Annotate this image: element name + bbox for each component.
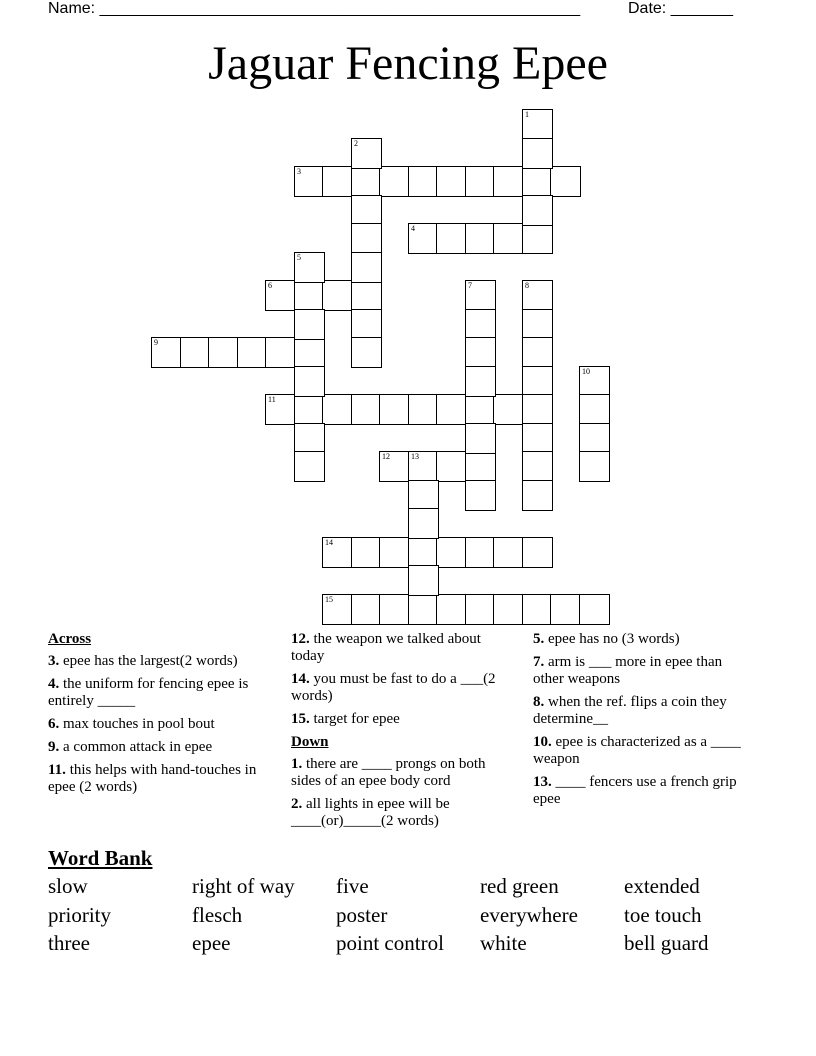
clue-text: when the ref. flips a coin they determine__ (533, 694, 727, 727)
crossword-cell[interactable] (465, 480, 496, 511)
clue-text: arm is ___ more in epee than other weapons (533, 654, 723, 687)
clue-number: 2. (291, 796, 303, 812)
clue-number: 7. (533, 654, 545, 670)
crossword-cell[interactable] (465, 309, 496, 340)
crossword-cell[interactable] (180, 337, 211, 368)
crossword-cell[interactable] (265, 337, 296, 368)
crossword-cell[interactable] (522, 280, 553, 311)
crossword-cell[interactable] (465, 423, 496, 454)
crossword-cell[interactable] (351, 394, 382, 425)
crossword-cell[interactable] (294, 337, 325, 368)
clue-number-label: 12 (382, 452, 390, 461)
crossword-cell[interactable] (493, 537, 524, 568)
clue-across-15 (291, 711, 509, 728)
clue-text: the uniform for fencing epee is entirely _____ (48, 676, 249, 709)
crossword-cell[interactable] (522, 366, 553, 397)
clue-across-6 (48, 716, 276, 733)
crossword-cell[interactable] (408, 166, 439, 197)
across-heading: Across (48, 631, 92, 647)
crossword-cell[interactable] (522, 195, 553, 226)
crossword-cell[interactable] (322, 166, 353, 197)
crossword-cell[interactable] (436, 394, 467, 425)
clue-number-label: 3 (297, 167, 301, 176)
clue-number: 3. (48, 653, 60, 669)
clue-text: ____ fencers use a french grip epee (533, 774, 737, 807)
crossword-cell[interactable] (522, 166, 553, 197)
crossword-cell[interactable] (294, 451, 325, 482)
crossword-cell[interactable] (151, 337, 182, 368)
crossword-cell[interactable] (579, 423, 610, 454)
clue-down-8 (533, 694, 748, 728)
crossword-cell[interactable] (294, 166, 325, 197)
clue-across-11 (48, 762, 276, 796)
clue-number: 6. (48, 716, 60, 732)
clue-down-2 (291, 796, 509, 830)
crossword-cell[interactable] (522, 394, 553, 425)
clue-text: epee has the largest(2 words) (63, 653, 238, 669)
clue-number-label: 9 (154, 338, 158, 347)
crossword-cell[interactable] (465, 394, 496, 425)
crossword-cell[interactable] (408, 223, 439, 254)
crossword-cell[interactable] (493, 394, 524, 425)
crossword-cell[interactable] (351, 337, 382, 368)
word-bank-item: toe touch (624, 903, 702, 927)
crossword-cell[interactable] (465, 594, 496, 625)
crossword-cell[interactable] (408, 451, 439, 482)
page-title: Jaguar Fencing Epee (208, 37, 608, 90)
word-bank-item: five (336, 874, 369, 898)
crossword-cell[interactable] (322, 394, 353, 425)
word-bank-title: Word Bank (48, 846, 153, 870)
clue-number: 10. (533, 734, 552, 750)
crossword-cell[interactable] (522, 480, 553, 511)
clue-across-9 (48, 739, 276, 756)
word-bank-item: bell guard (624, 931, 709, 955)
crossword-cell[interactable] (579, 394, 610, 425)
clue-text: max touches in pool bout (63, 716, 215, 732)
crossword-cell[interactable] (436, 451, 467, 482)
clue-number-label: 6 (268, 281, 272, 290)
date-field-label[interactable]: Date: _______ (628, 0, 733, 17)
clue-across-4 (48, 676, 276, 710)
clues-column-2 (291, 631, 509, 836)
crossword-cell[interactable] (294, 280, 325, 311)
crossword-cell[interactable] (522, 223, 553, 254)
crossword-cell[interactable] (493, 166, 524, 197)
clue-number-label: 7 (468, 281, 472, 290)
crossword-cell[interactable] (322, 280, 353, 311)
crossword-cell[interactable] (465, 337, 496, 368)
crossword-cell[interactable] (465, 223, 496, 254)
clue-number: 4. (48, 676, 60, 692)
down-heading: Down (291, 734, 329, 750)
clue-text: this helps with hand-touches in epee (2 words) (48, 762, 257, 795)
crossword-cell[interactable] (351, 309, 382, 340)
clue-number-label: 4 (411, 224, 415, 233)
crossword-cell[interactable] (522, 138, 553, 169)
crossword-cell[interactable] (408, 394, 439, 425)
clue-down-5 (533, 631, 748, 648)
crossword-cell[interactable] (436, 537, 467, 568)
clue-down-13 (533, 774, 748, 808)
clue-number-label: 11 (268, 395, 276, 404)
clue-down-10 (533, 734, 748, 768)
crossword-cell[interactable] (522, 337, 553, 368)
crossword-cell[interactable] (408, 480, 439, 511)
clue-number: 11. (48, 762, 66, 778)
crossword-cell[interactable] (522, 109, 553, 140)
clue-number: 9. (48, 739, 60, 755)
crossword-cell[interactable] (408, 508, 439, 539)
crossword-cell[interactable] (465, 537, 496, 568)
clue-text: epee is characterized as a ____ weapon (533, 734, 741, 767)
crossword-cell[interactable] (265, 394, 296, 425)
clue-number-label: 8 (525, 281, 529, 290)
word-bank-item: everywhere (480, 903, 578, 927)
crossword-cell[interactable] (550, 594, 581, 625)
clue-text: there are ____ prongs on both sides of an epee body cord (291, 756, 486, 789)
crossword-cell[interactable] (408, 594, 439, 625)
clue-number: 8. (533, 694, 545, 710)
clue-text: epee has no (3 words) (548, 631, 680, 647)
crossword-cell[interactable] (579, 366, 610, 397)
crossword-cell[interactable] (436, 166, 467, 197)
clue-number: 12. (291, 631, 310, 647)
crossword-cell[interactable] (208, 337, 239, 368)
crossword-cell[interactable] (522, 309, 553, 340)
clue-across-3 (48, 653, 276, 670)
clue-text: target for epee (313, 711, 400, 727)
crossword-cell[interactable] (579, 451, 610, 482)
crossword-cell[interactable] (379, 537, 410, 568)
crossword-cell[interactable] (522, 451, 553, 482)
clue-number-label: 2 (354, 139, 358, 148)
word-bank-item: poster (336, 903, 388, 927)
clue-number: 13. (533, 774, 552, 790)
crossword-cell[interactable] (379, 451, 410, 482)
word-bank-item: epee (192, 931, 231, 955)
clue-number: 15. (291, 711, 310, 727)
crossword-cell[interactable] (379, 394, 410, 425)
clue-number-label: 5 (297, 253, 301, 262)
clue-down-1 (291, 756, 509, 790)
word-bank-item: right of way (192, 874, 295, 898)
crossword-cell[interactable] (522, 537, 553, 568)
crossword-cell[interactable] (351, 594, 382, 625)
crossword-cell[interactable] (322, 594, 353, 625)
word-bank-item: extended (624, 874, 700, 898)
crossword-cell[interactable] (522, 594, 553, 625)
clue-number-label: 13 (411, 452, 419, 461)
clue-number-label: 1 (525, 110, 529, 119)
crossword-cell[interactable] (294, 366, 325, 397)
word-bank-item: flesch (192, 903, 243, 927)
crossword-cell[interactable] (351, 138, 382, 169)
crossword-cell[interactable] (294, 423, 325, 454)
crossword-cell[interactable] (465, 451, 496, 482)
crossword-cell[interactable] (550, 166, 581, 197)
crossword-cell[interactable] (465, 366, 496, 397)
word-bank-item: red green (480, 874, 559, 898)
clue-number: 1. (291, 756, 303, 772)
crossword-cell[interactable] (351, 537, 382, 568)
crossword-cell[interactable] (265, 280, 296, 311)
crossword-cell[interactable] (294, 309, 325, 340)
clue-across-14 (291, 671, 509, 705)
crossword-cell[interactable] (465, 166, 496, 197)
crossword-cell[interactable] (351, 223, 382, 254)
crossword-cell[interactable] (237, 337, 268, 368)
crossword-cell[interactable] (294, 394, 325, 425)
clue-text: the weapon we talked about today (291, 631, 481, 664)
crossword-cell[interactable] (579, 594, 610, 625)
crossword-cell[interactable] (379, 594, 410, 625)
word-bank-item: slow (48, 874, 88, 898)
word-bank-item: three (48, 931, 90, 955)
crossword-cell[interactable] (493, 223, 524, 254)
clues-column-1 (48, 631, 276, 802)
clue-down-7 (533, 654, 748, 688)
crossword-cell[interactable] (408, 537, 439, 568)
clue-number-label: 10 (582, 367, 590, 376)
clue-number: 14. (291, 671, 310, 687)
crossword-cell[interactable] (379, 166, 410, 197)
clue-number-label: 15 (325, 595, 333, 604)
clue-text: a common attack in epee (63, 739, 213, 755)
crossword-cell[interactable] (408, 565, 439, 596)
crossword-cell[interactable] (294, 252, 325, 283)
crossword-cell[interactable] (322, 537, 353, 568)
clue-text: all lights in epee will be ____(or)_____(2 words) (291, 796, 450, 829)
crossword-cell[interactable] (522, 423, 553, 454)
crossword-cell[interactable] (351, 195, 382, 226)
clue-across-12 (291, 631, 509, 665)
name-field-label[interactable]: Name: ______________________________________________________ (48, 0, 581, 17)
crossword-cell[interactable] (351, 252, 382, 283)
crossword-cell[interactable] (436, 223, 467, 254)
crossword-cell[interactable] (465, 280, 496, 311)
clue-number-label: 14 (325, 538, 333, 547)
crossword-cell[interactable] (351, 166, 382, 197)
crossword-cell[interactable] (351, 280, 382, 311)
clue-number: 5. (533, 631, 545, 647)
crossword-cell[interactable] (493, 594, 524, 625)
clues-column-3 (533, 631, 748, 814)
word-bank-item: white (480, 931, 527, 955)
clue-text: you must be fast to do a ___(2 words) (291, 671, 496, 704)
word-bank-item: point control (336, 931, 444, 955)
crossword-cell[interactable] (436, 594, 467, 625)
word-bank-item: priority (48, 903, 111, 927)
